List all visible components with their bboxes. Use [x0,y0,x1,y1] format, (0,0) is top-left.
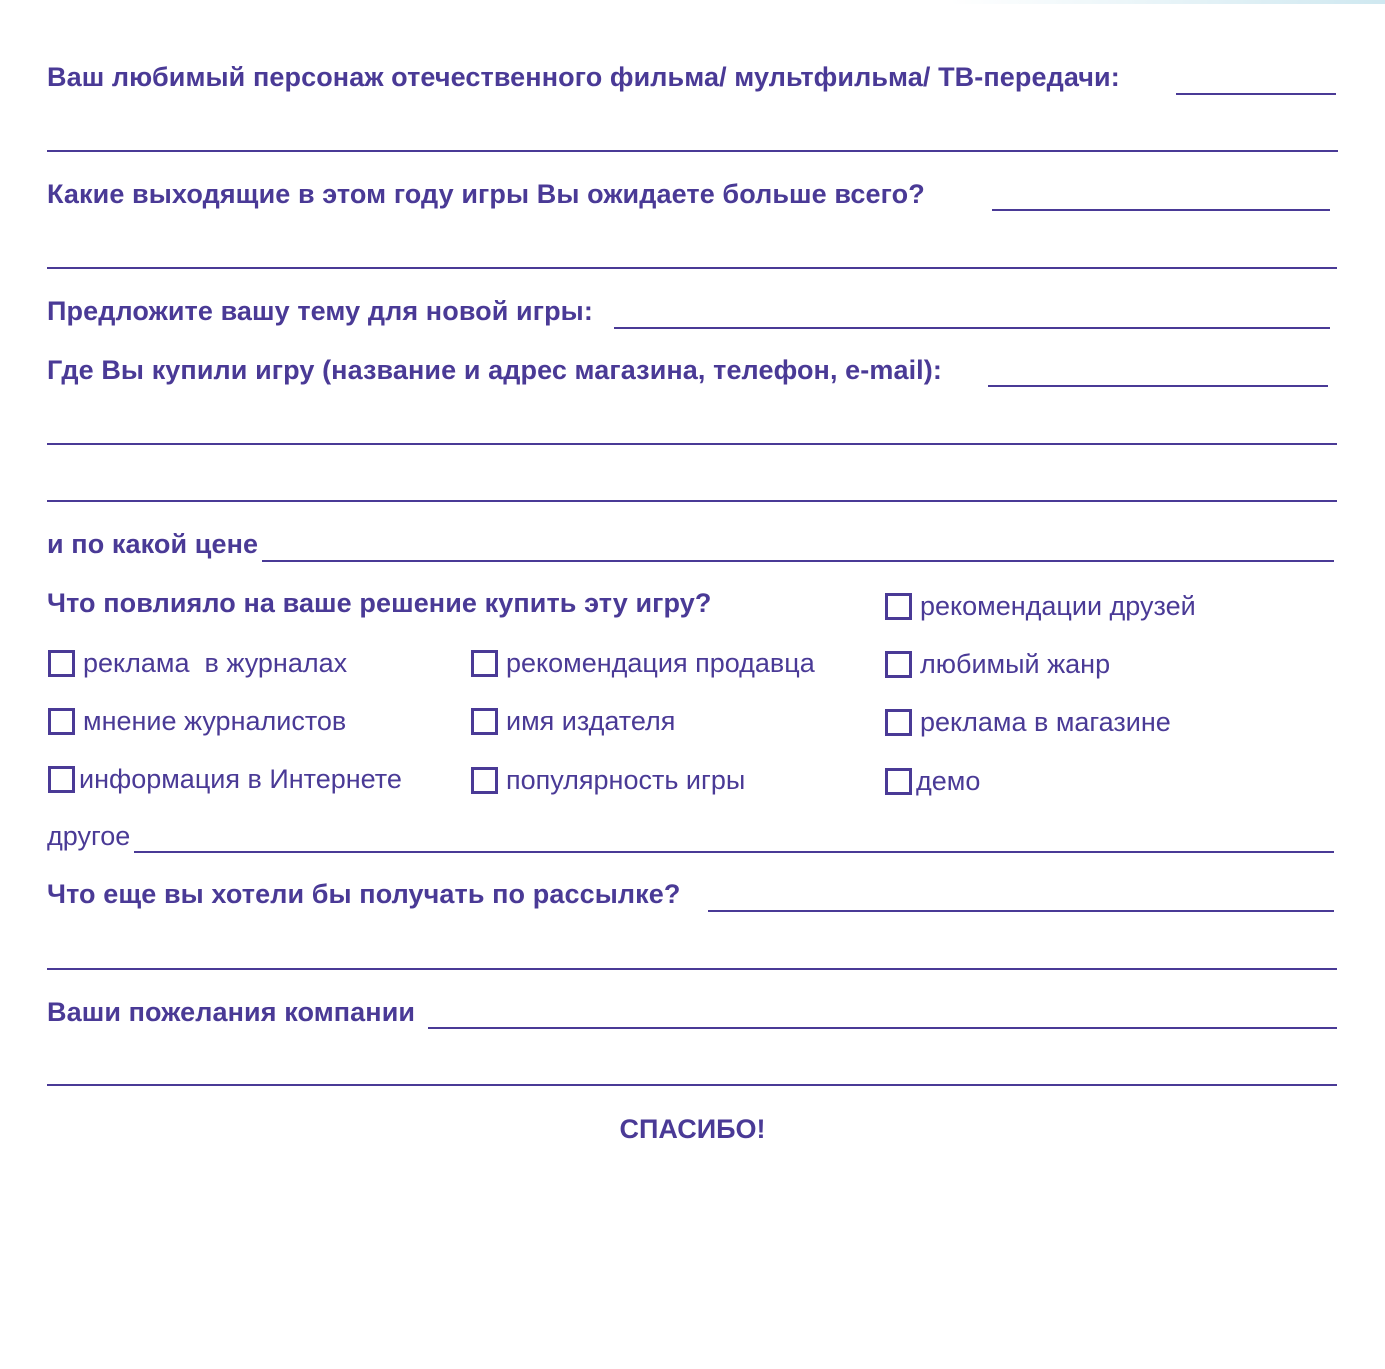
answer-line-where-bought[interactable] [988,385,1328,387]
checkbox[interactable] [885,593,912,620]
answer-line-newsletter-2[interactable] [47,968,1337,970]
label-other: другое [47,821,131,851]
answer-line-wishes[interactable] [428,1027,1337,1029]
answer-line-newsletter[interactable] [708,910,1334,912]
option-internet-info[interactable] [48,766,402,793]
option-label: реклама в магазине [920,707,1171,737]
option-friends-recommendations[interactable] [885,593,1196,620]
answer-line-suggest-theme[interactable] [614,327,1330,329]
option-journalists-opinion[interactable] [48,708,346,735]
question-wishes: Ваши пожелания компании [47,997,416,1027]
question-favorite-character: Ваш любимый персонаж отечественного фильма/ мультфильма/ ТВ-передачи: [47,62,1120,92]
option-favorite-genre[interactable] [885,651,1110,678]
checkbox[interactable] [471,767,498,794]
option-demo[interactable] [885,768,980,795]
option-label: имя издателя [506,706,676,736]
checkbox[interactable] [48,766,75,793]
checkbox[interactable] [885,768,912,795]
question-where-bought: Где Вы купили игру (название и адрес магазина, телефон, e-mail): [47,355,942,385]
question-influence: Что повлияло на ваше решение купить эту игру? [47,588,712,618]
answer-line-where-bought-3[interactable] [47,500,1337,502]
checkbox[interactable] [885,709,912,736]
option-label: демо [916,766,981,796]
option-label: мнение журналистов [83,706,347,736]
option-seller-recommendation[interactable] [471,650,815,677]
option-label: информация в Интернете [79,764,402,794]
option-label: популярность игры [506,765,746,795]
checkbox[interactable] [471,708,498,735]
checkbox[interactable] [48,650,75,677]
option-magazine-ads[interactable] [48,650,347,677]
option-publisher-name[interactable] [471,708,675,735]
checkbox[interactable] [471,650,498,677]
question-price: и по какой цене [47,529,259,559]
option-label: любимый жанр [920,649,1111,679]
checkbox[interactable] [885,651,912,678]
answer-line-other[interactable] [134,851,1334,853]
option-store-ads[interactable] [885,709,1171,736]
option-game-popularity[interactable] [471,767,745,794]
option-label: рекомендации друзей [920,591,1196,621]
answer-line-wishes-2[interactable] [47,1084,1337,1086]
question-suggest-theme: Предложите вашу тему для новой игры: [47,296,593,326]
question-newsletter: Что еще вы хотели бы получать по рассылке? [47,879,681,909]
answer-line-favorite-character[interactable] [1176,93,1336,95]
answer-line-expected-games-2[interactable] [47,267,1337,269]
answer-line-expected-games[interactable] [992,209,1330,211]
answer-line-price[interactable] [262,560,1334,562]
answer-line-favorite-character-2[interactable] [47,150,1338,152]
option-label: рекомендация продавца [506,648,815,678]
checkbox[interactable] [48,708,75,735]
scan-edge-tint [950,0,1385,4]
option-label: реклама в журналах [83,648,348,678]
closing-thanks: СПАСИБО! [619,1114,766,1144]
question-expected-games: Какие выходящие в этом году игры Вы ожидаете больше всего? [47,179,925,209]
answer-line-where-bought-2[interactable] [47,443,1337,445]
